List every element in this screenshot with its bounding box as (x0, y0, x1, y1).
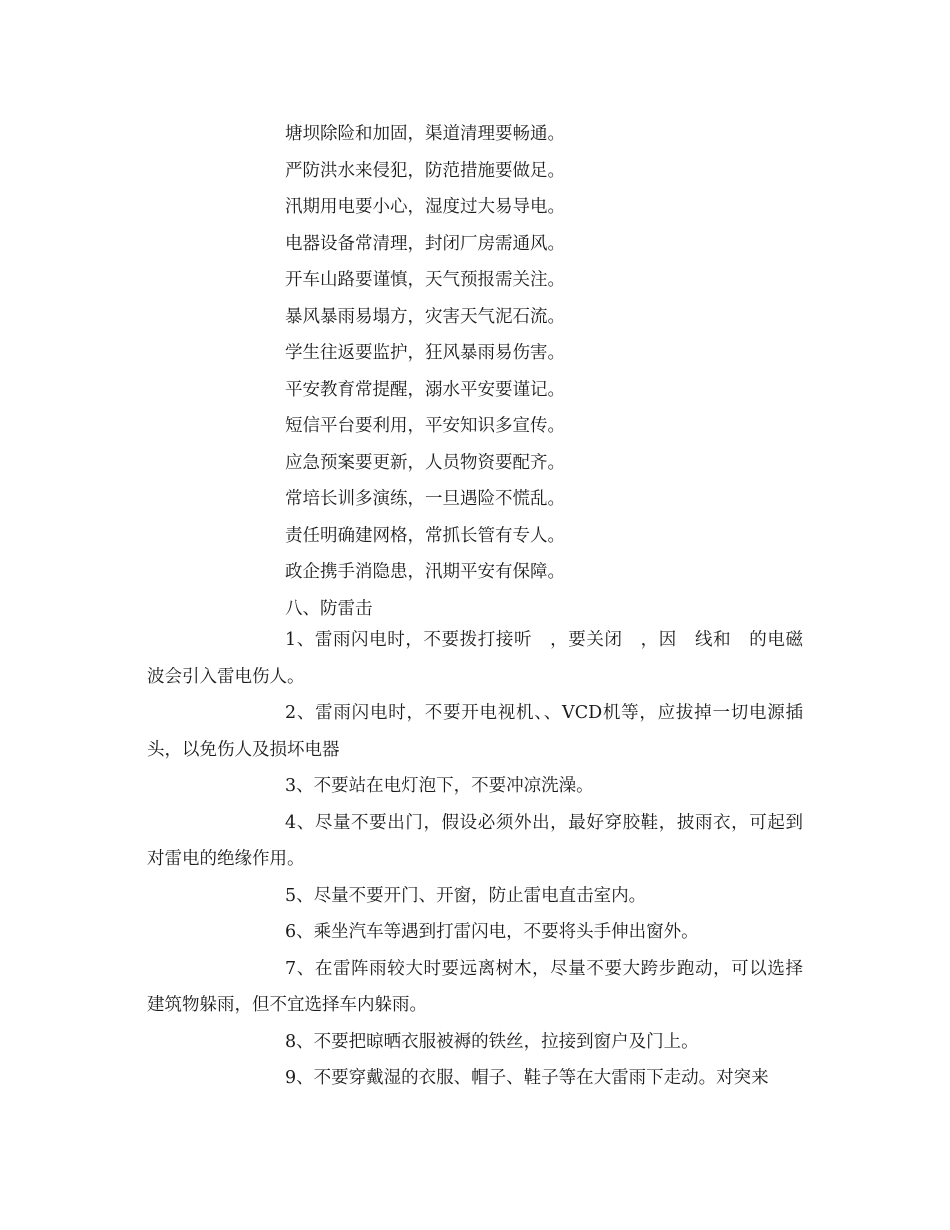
verse-line: 责任明确建网格，常抓长管有专人。 (285, 525, 565, 546)
verse-line: 塘坝除险和加固，渠道清理要畅通。 (285, 124, 565, 144)
list-item: 7、在雷阵雨较大时要远离树木，尽量不要大跨步跑动，可以选择建筑物躲雨，但不宜选择车内躲雨。 (147, 958, 803, 1015)
verse-line: 短信平台要利用，平安知识多宣传。 (285, 416, 565, 436)
list-item: 2、雷雨闪电时，不要开电视机、、VCD机等，应拔掉一切电源插头，以免伤人及损坏电器 (147, 703, 803, 760)
verse-line: 平安教育常提醒，溺水平安要谨记。 (285, 379, 565, 400)
list-item: 4、尽量不要出门，假设必须外出，最好穿胶鞋，披雨衣，可起到对雷电的绝缘作用。 (147, 812, 803, 869)
list-item: 3、不要站在电灯泡下，不要冲凉洗澡。 (285, 776, 594, 796)
verse-block (285, 116, 805, 627)
verse-line: 暴风暴雨易塌方，灾害天气泥石流。 (285, 306, 565, 327)
list-item: 1、雷雨闪电时，不要拨打接听 ，要关闭 ，因 线和 的电磁波会引入雷电伤人。 (147, 630, 803, 687)
list-item: 6、乘坐汽车等遇到打雷闪电，不要将头手伸出窗外。 (285, 922, 699, 942)
verse-line: 汛期用电要小心，湿度过大易导电。 (285, 197, 565, 217)
list-item: 5、尽量不要开门、开窗，防止雷电直击室内。 (285, 885, 647, 906)
lightning-safety-list (147, 622, 803, 1097)
verse-line: 政企携手消隐患，汛期平安有保障。 (285, 562, 565, 582)
list-item: 9、不要穿戴湿的衣服、帽子、鞋子等在大雷雨下走动。对突来 (285, 1068, 769, 1088)
verse-line: 学生往返要监护，狂风暴雨易伤害。 (285, 343, 565, 363)
list-item: 8、不要把晾晒衣服被褥的铁丝，拉接到窗户及门上。 (285, 1031, 699, 1052)
section-heading: 八、防雷击 (285, 598, 373, 619)
verse-line: 常培长训多演练，一旦遇险不慌乱。 (285, 489, 565, 509)
verse-line: 应急预案要更新，人员物资要配齐。 (285, 452, 565, 473)
verse-line: 电器设备常清理，封闭厂房需通风。 (285, 233, 565, 254)
verse-line: 开车山路要谨慎，天气预报需关注。 (285, 270, 565, 290)
verse-line: 严防洪水来侵犯，防范措施要做足。 (285, 160, 565, 181)
